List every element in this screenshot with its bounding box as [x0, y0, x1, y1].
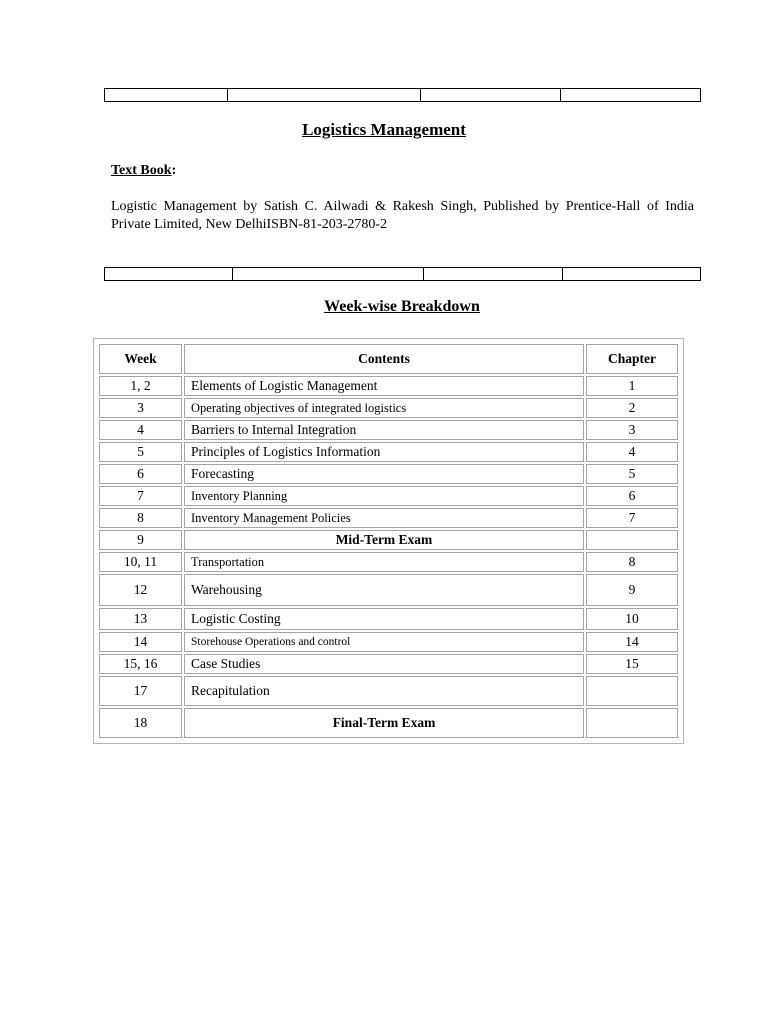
- week-cell: 3: [99, 398, 182, 418]
- header-chapter: Chapter: [586, 344, 678, 374]
- chapter-cell: 10: [586, 608, 678, 630]
- contents-cell: Inventory Planning: [184, 486, 584, 506]
- week-cell: 1, 2: [99, 376, 182, 396]
- week-cell: 17: [99, 676, 182, 706]
- empty-grid-strip-middle: [104, 267, 701, 281]
- contents-cell: Principles of Logistics Information: [184, 442, 584, 462]
- chapter-cell: 2: [586, 398, 678, 418]
- week-cell: 9: [99, 530, 182, 550]
- textbook-citation: Logistic Management by Satish C. Ailwadi & Rakesh Singh, Published by Prentice-Hall of India Private Limited, New DelhiISBN-81-203-2780-2: [111, 199, 694, 232]
- contents-cell: Elements of Logistic Management: [184, 376, 584, 396]
- contents-cell: Storehouse Operations and control: [184, 632, 584, 652]
- contents-cell: Forecasting: [184, 464, 584, 484]
- week-cell: 15, 16: [99, 654, 182, 674]
- breakdown-heading: Week-wise Breakdown: [324, 298, 480, 315]
- week-cell: 12: [99, 574, 182, 606]
- contents-cell: Transportation: [184, 552, 584, 572]
- empty-grid-strip-top: [104, 88, 701, 102]
- contents-cell: Final-Term Exam: [184, 708, 584, 738]
- chapter-cell: 5: [586, 464, 678, 484]
- chapter-cell: 4: [586, 442, 678, 462]
- contents-cell: Operating objectives of integrated logistics: [184, 398, 584, 418]
- chapter-cell: [586, 708, 678, 738]
- week-cell: 4: [99, 420, 182, 440]
- chapter-cell: [586, 530, 678, 550]
- chapter-cell: 6: [586, 486, 678, 506]
- contents-cell: Logistic Costing: [184, 608, 584, 630]
- chapter-cell: 15: [586, 654, 678, 674]
- week-cell: 6: [99, 464, 182, 484]
- week-cell: 10, 11: [99, 552, 182, 572]
- chapter-cell: 9: [586, 574, 678, 606]
- header-week: Week: [99, 344, 182, 374]
- document-title: Logistics Management: [302, 120, 466, 139]
- week-cell: 18: [99, 708, 182, 738]
- week-cell: 13: [99, 608, 182, 630]
- chapter-cell: [586, 676, 678, 706]
- chapter-cell: 7: [586, 508, 678, 528]
- header-contents: Contents: [184, 344, 584, 374]
- week-cell: 14: [99, 632, 182, 652]
- week-cell: 5: [99, 442, 182, 462]
- chapter-cell: 1: [586, 376, 678, 396]
- week-cell: 8: [99, 508, 182, 528]
- contents-cell: Barriers to Internal Integration: [184, 420, 584, 440]
- chapter-cell: 8: [586, 552, 678, 572]
- textbook-label: Text Book:: [111, 163, 177, 178]
- contents-cell: Warehousing: [184, 574, 584, 606]
- contents-cell: Recapitulation: [184, 676, 584, 706]
- week-breakdown-table: [93, 338, 684, 744]
- contents-cell: Inventory Management Policies: [184, 508, 584, 528]
- chapter-cell: 3: [586, 420, 678, 440]
- week-cell: 7: [99, 486, 182, 506]
- contents-cell: Case Studies: [184, 654, 584, 674]
- contents-cell: Mid-Term Exam: [184, 530, 584, 550]
- chapter-cell: 14: [586, 632, 678, 652]
